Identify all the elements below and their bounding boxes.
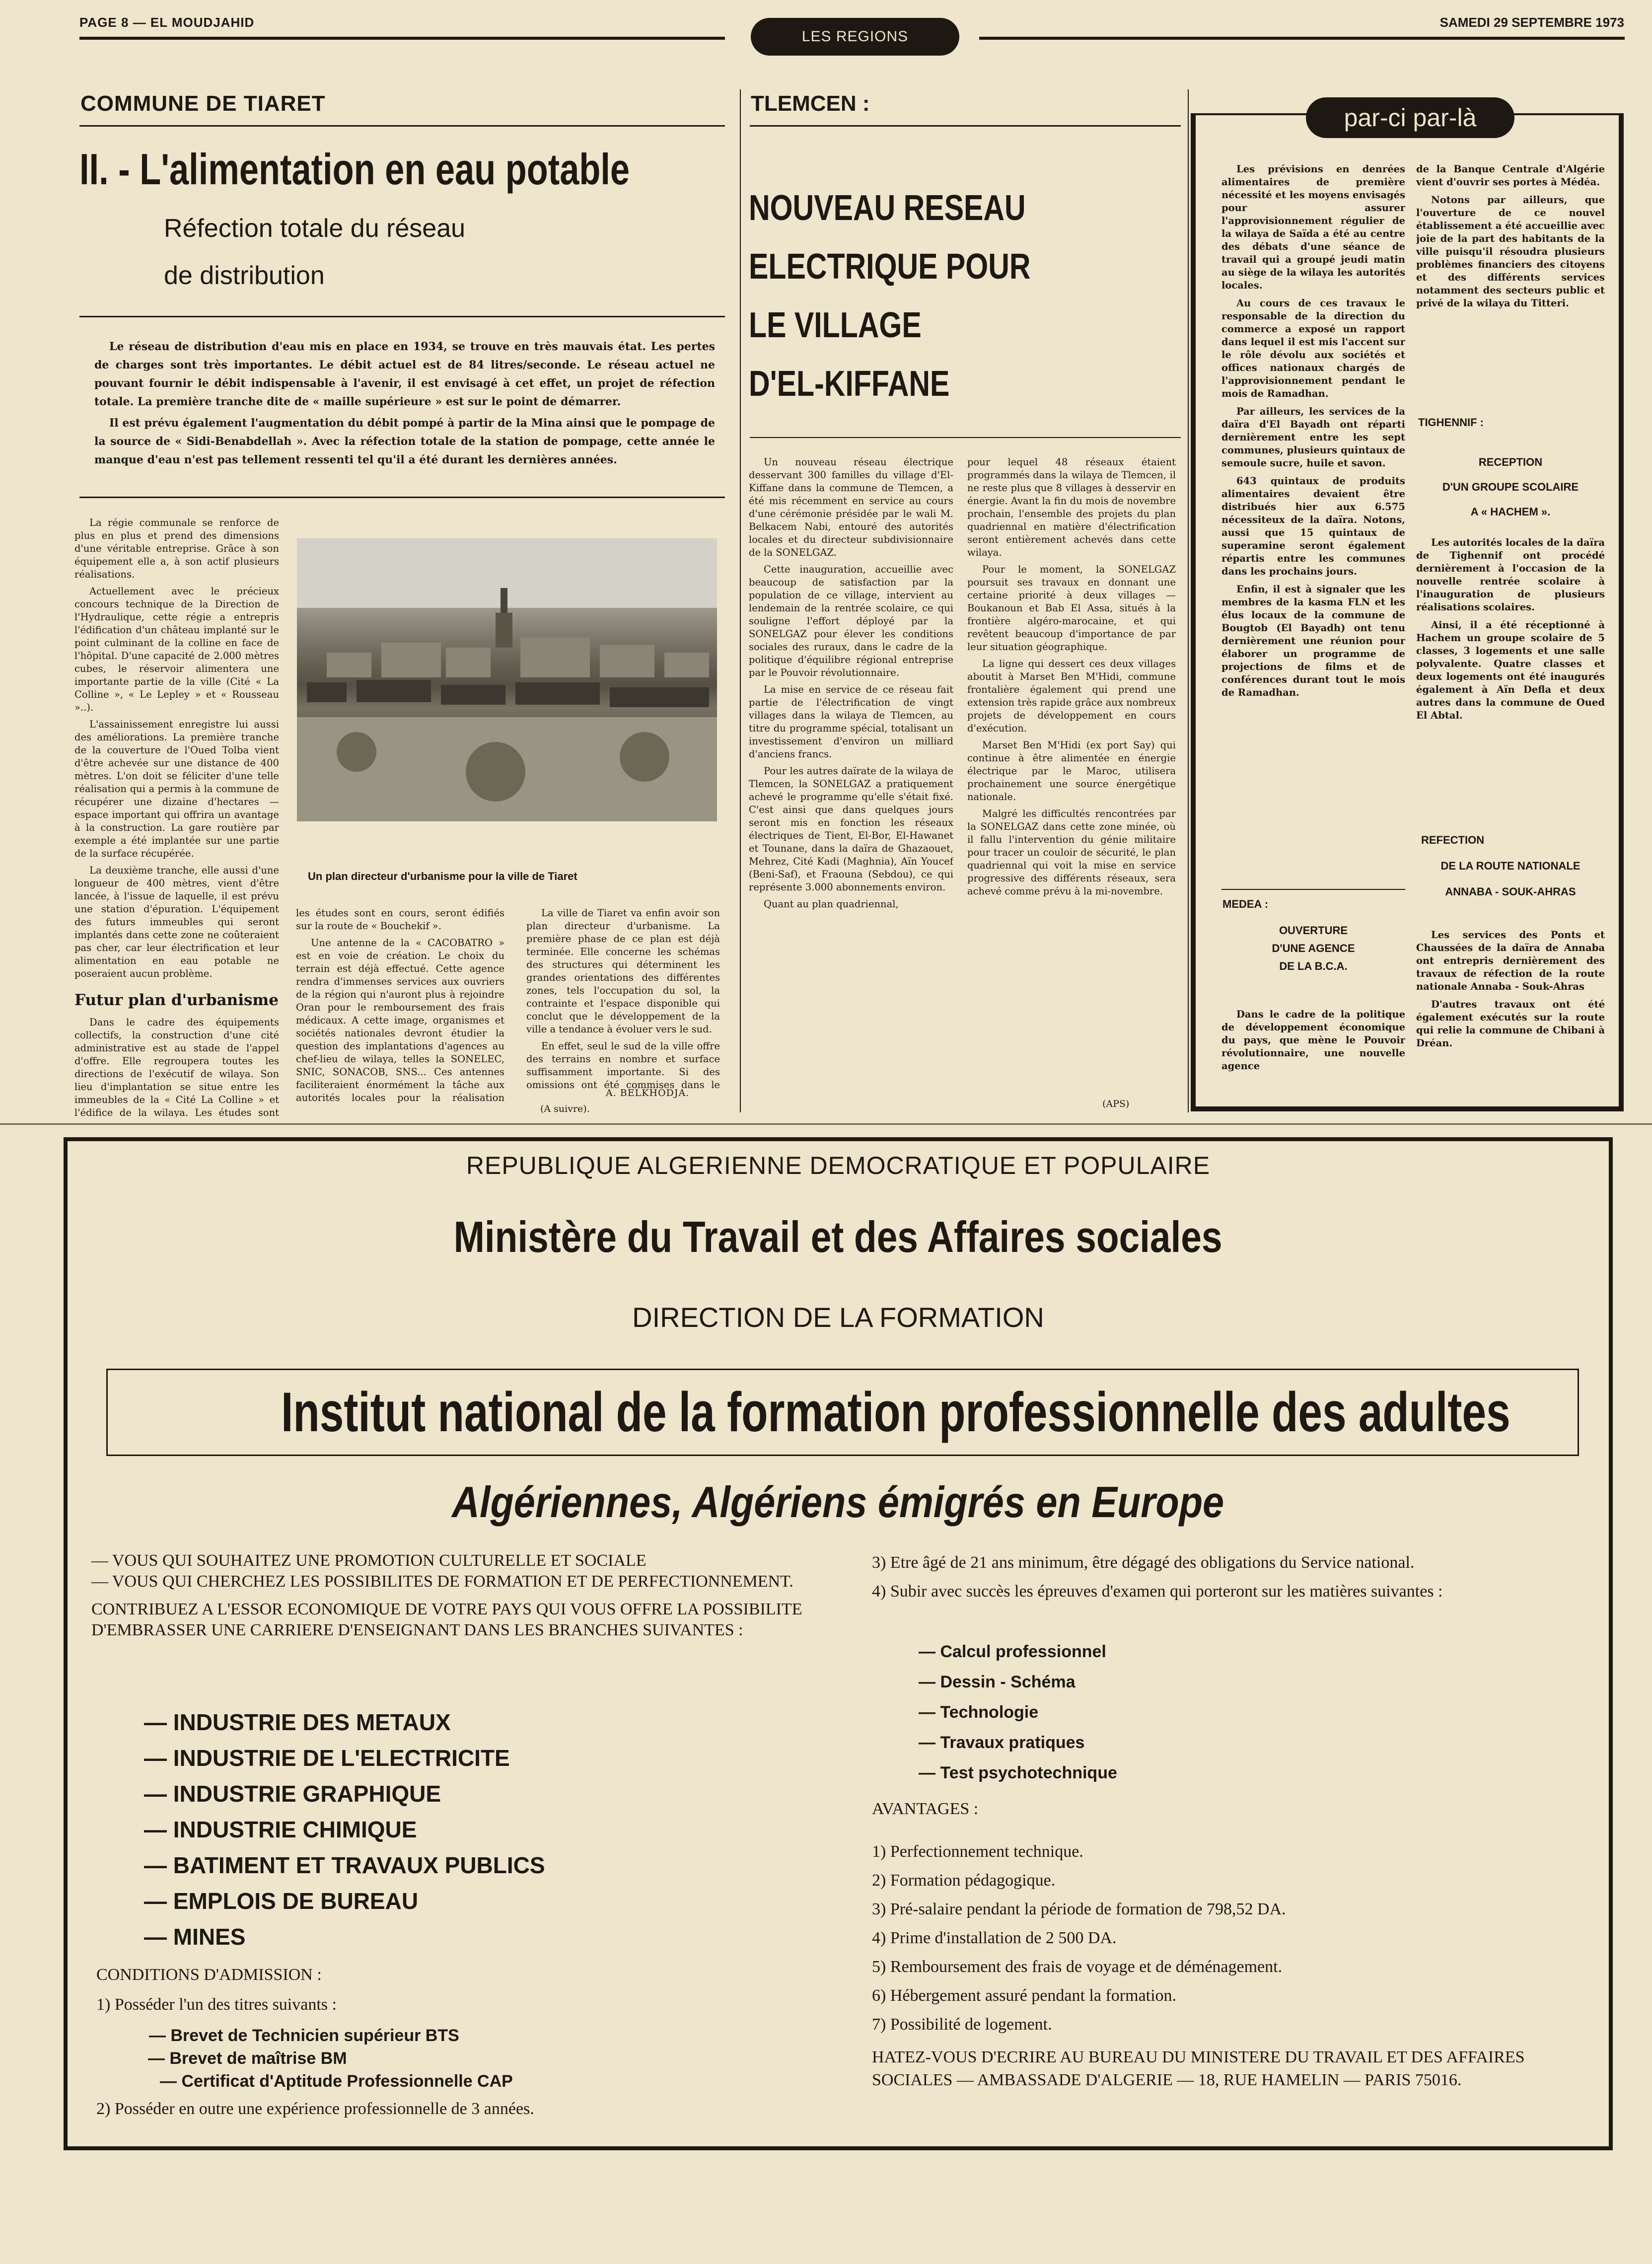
subject-item: — Travaux pratiques — [919, 1733, 1085, 1752]
tiaret-col-1: La régie communale se renforce de plus en plus et prend des dimensions d'une véritable entreprise. Grâce à son équipement elle a, à son actif plusieurs réalisations. Actuellement avec le précieux concours technique de la Direction de l'Hydraulique, cette régie a entrepris l'édification d'un château implanté sur le point culminant de la colline en face de l'hôpital. D'une capacité de 2.000 mètres cubes, le réservoir alimentera une importante partie de la ville (Cité « La Colline », « Le Lepley » et « Rousseau »..). L'assainissement enregistre lui aussi des améliorations. La première tranche de la couverture de l'Oued Tolba vient d'être achevée sur une distance de 400 mètres. L'on doit se féliciter d'une telle réalisation qui a permis à la commune de récupérer une dizaine d'hectares — espace important qui offrira un avantage à la construction. La gare routière par exemple a été implantée sur une partie de la surface récupérée. La deuxième tranche, elle aussi d'une longueur de 400 mètres, vient d'être lancée, à l'issue de laquelle, il est prévu une station d'épuration. L'équipement des futurs immeubles qui seront implantés dans cette zone ne coûteraient pas cher, car leur électrification et leur alimentation en eau potable ne poseraient aucun problème. Futur plan d'urbanisme Dans le cadre des équipements collectifs, la construction d'une cité administrative est au stade de l'appel d'offre. Elle regroupera toutes les directions de l'exécutif de wilaya. Son lieu d'implantation se situe entre les immeubles de la « Cité La Colline » et l'édifice de la wilaya. Les études sont — [74, 517, 279, 1117]
avantage-item: 1) Perfectionnement technique. — [872, 1842, 1083, 1861]
tiaret-subhead-2: de distribution — [164, 261, 325, 290]
ad-condition-3: 3) Etre âgé de 21 ans minimum, être dégagé des obligations du Service national. — [872, 1553, 1415, 1572]
branch-item: — INDUSTRIE CHIMIQUE — [144, 1817, 417, 1842]
route-headline: REFECTION DE LA ROUTE NATIONALE ANNABA - SOUK-AHRAS — [1421, 834, 1580, 898]
subject-item: — Dessin - Schéma — [919, 1673, 1076, 1691]
ad-branch-list — [144, 1704, 790, 1955]
ad-contact: HATEZ-VOUS D'ECRIRE AU BUREAU DU MINISTERE DU TRAVAIL ET DES AFFAIRES SOCIALES — AMBASSADE D'ALGERIE — 18, RUE HAMELIN — PARIS 75016. — [872, 2048, 1525, 2089]
ad-intro: — VOUS QUI SOUHAITEZ UNE PROMOTION CULTURELLE ET SOCIALE — VOUS QUI CHERCHEZ LES POSSIBILITES DE FORMATION ET DE PERFECTIONNEMENT. CONTRIBUEZ A L'ESSOR ECONOMIQUE DE VOTRE PAYS QUI VOUS OFFRE LA POSSIBILITE D'EMBRASSER UNE CARRIERE D'ENSEIGNANT DANS LES BRANCHES SUIVANTES : — [91, 1551, 802, 1639]
parcipar-col-1: Les prévisions en denrées alimentaires de première nécessité et les moyens envisagés pour assurer l'approvisionnement régulier de la wilaya de Saïda a été au centre des débats d'une séance de travail qui a groupé jeudi matin au siège de la wilaya les autorités locales. Au cours de ces travaux le responsable de la direction du commerce a exposé un rapport dans lequel il est mis l'accent sur le rôle dévolu aux sociétés et offices nationaux chargés de l'approvisionnement pendant le mois de Ramadhan. Par ailleurs, les services de la daïra d'El Bayadh ont réparti dernièrement entre les sept communes, plusieurs quintaux de semoule sucre, huile et savon. 643 quintaux de produits alimentaires devaient être distribués hier aux 6.575 nécessiteux de la daïra. Notons, aussi que 15 quintaux de superamine seront également répartis entre les communes dans les prochains jours. Enfin, il est à signaler que les membres de la kasma FLN et les élus locaux de la commune de Bougtob (El Bayadh) ont tenu dernièrement une réunion pour élaborer un programme de projections de films et de conférences durant tout le mois de Ramadhan. — [1221, 163, 1405, 698]
tiaret-city-photo — [297, 538, 717, 821]
ad-condition-1: 1) Posséder l'un des titres suivants : — [96, 1995, 337, 2014]
diploma-item: — Certificat d'Aptitude Professionnelle CAP — [160, 2072, 513, 2091]
medea-headline: OUVERTURE D'UNE AGENCE DE LA B.C.A. — [1272, 924, 1355, 972]
diploma-item: — Brevet de maîtrise BM — [148, 2049, 347, 2068]
avantage-item: 3) Pré-salaire pendant la période de formation de 798,52 DA. — [872, 1900, 1286, 1918]
medea-label: MEDEA : — [1222, 898, 1269, 910]
tiaret-kicker: COMMUNE DE TIARET — [80, 91, 326, 116]
avantage-item: 6) Hébergement assuré pendant la formation. — [872, 1986, 1177, 2005]
medea-text: Dans le cadre de la politique de développement économique du pays, que mène le Pouvoir révolutionnaire, une nouvelle agence — [1221, 1009, 1405, 1072]
tiaret-lead: Le réseau de distribution d'eau mis en place en 1934, se trouve en très mauvais état. Les pertes de charges sont très importantes. Le débit actuel est de 84 litres/seconde. Le réseau actuel ne pouvant fournir le débit indispensable à l'avenir, il est envisagé à cet effet, un projet de réfection totale. La première tranche dite de « maille supérieure » est sur le point de démarrer. Il est prévu également l'augmentation du débit pompé à partir de la Mina ainsi que le pompage de la source de « Sidi-Benabdellah ». Avec la réfection totale de la station de pompage, cette année le manque d'eau n'est pas tellement ressenti tel qu'il a été durant les dernières années. — [94, 340, 715, 466]
tlemcen-kicker-rule — [750, 125, 1181, 127]
page-fold-line — [0, 1123, 1652, 1125]
photo-caption: Un plan directeur d'urbanisme pour la ville de Tiaret — [308, 870, 577, 882]
ad-republic: REPUBLIQUE ALGERIENNE DEMOCRATIQUE ET POPULAIRE — [466, 1152, 1211, 1179]
ad-subject-list — [919, 1637, 1514, 1788]
issue-date: SAMEDI 29 SEPTEMBRE 1973 — [1439, 15, 1624, 30]
ad-condition-2: 2) Posséder en outre une expérience professionnelle de 3 années. — [96, 2100, 534, 2118]
avantage-item: 2) Formation pédagogique. — [872, 1871, 1056, 1890]
parcipar-medea-rule — [1221, 889, 1405, 890]
masthead-rule-right — [979, 37, 1625, 40]
tighennif-headline: RECEPTION D'UN GROUPE SCOLAIRE A « HACHEM ». — [1442, 456, 1579, 518]
tighennif-label: TIGHENNIF : — [1418, 416, 1484, 429]
tlemcen-source: (APS) — [1102, 1098, 1130, 1109]
tlemcen-col-1: Un nouveau réseau électrique desservant 300 familles du village d'El-Kiffane dans la commune de Tlemcen, a été mis récemment en service au cours d'une cérémonie présidée par le wali M. Belkacem Nabi, entouré des autorités locales et du directeur subdivisionnaire de la SONELGAZ. Cette inauguration, accueillie avec beaucoup de satisfaction par la population de ce village, intervient au lendemain de la rentrée scolaire, ce qui souligne l'effort déployé par la SONELGAZ pour élever les conditions sociales des ruraux, dans le cadre de la politique d'équilibre régional entreprise par le Pouvoir révolutionnaire. La mise en service de ce réseau fait partie de l'électrification de vingt villages dans la wilaya de Tlemcen, au titre du programme spécial, totalisant un investissement d'environ un milliard d'anciens francs. Pour les autres daïrate de la wilaya de Tlemcen, la SONELGAZ a pratiquement achevé le programme qu'elle s'était fixé. C'est ainsi que dans quelques jours seront mis en fonction les réseaux électriques de Tient, El-Bor, El-Hawanet et Tounane, dans la daïra de Ghazaouet, Mehrez, Cité Kadi (Maghnia), Aïn Youcef (Beni-Saf), et Fraouna (Sebdou), ce qui représente 3.000 abonnements environ. Quant au plan quadriennal, — [749, 456, 953, 910]
col-divider-tiaret — [740, 89, 741, 1112]
branch-item: — INDUSTRIE GRAPHIQUE — [144, 1781, 441, 1807]
tiaret-headline: II. - L'alimentation en eau potable — [79, 145, 630, 194]
subject-item: — Technologie — [919, 1703, 1039, 1722]
ad-avantages-list — [872, 1837, 1597, 2039]
tlemcen-col-2: pour lequel 48 réseaux étaient programmés dans la wilaya de Tlemcen, il ne reste plus que 8 villages à desservir en énergie. Avant la fin du mois de novembre prochain, l'ensemble des projets du plan quadriennal en matière d'électrification seront entièrement achevés dans cette wilaya. Pour le moment, la SONELGAZ poursuit ses travaux en donnant une certaine priorité à deux villages — Boukanoun et Bab El Assa, situés à la frontière algéro-marocaine, et qui revêtent beaucoup d'importance de par leur situation géographique. La ligne qui dessert ces deux villages aboutit à Marset Ben M'Hidi, commune frontalière également qui prend une extension très rapide grâce aux nombreux projets de développement en cours d'exécution. Marset Ben M'Hidi (ex port Say) qui continue à être alimentée en énergie électrique par le Maroc, utilisera prochainement une source énergétique nationale. Malgré les difficultés rencontrées par la SONELGAZ dans cette zone minée, où il fallu l'intervention du génie militaire pour tracer un couloir de sécurité, le plan quadriennal qui voit la mise en service progressive des différents réseaux, sera achevé comme prévu à la mi-novembre. — [967, 456, 1176, 897]
parcipar-col-2: de la Banque Centrale d'Algérie vient d'ouvrir ses portes à Médéa. Notons par ailleurs, que l'ouverture de ce nouvel établissement a été accueillie avec joie de la part des habitants de la ville puisqu'il résoudra plusieurs problèmes financiers des citoyens et des différents services notamment des secteurs public et privé de la wilaya du Titteri. — [1416, 163, 1605, 309]
tiaret-lead-rule — [79, 497, 725, 498]
ad-conditions-title: CONDITIONS D'ADMISSION : — [96, 1966, 322, 1984]
subject-item: — Calcul professionnel — [919, 1642, 1106, 1661]
tlemcen-head-rule — [750, 437, 1181, 438]
tiaret-kicker-rule — [79, 125, 725, 127]
ad-institute-name: Institut national de la formation professionnelle des adultes — [281, 1381, 1510, 1443]
ad-direction: DIRECTION DE LA FORMATION — [632, 1302, 1044, 1333]
suivre-note: (A suivre). — [540, 1103, 590, 1114]
tlemcen-headline: NOUVEAU RESEAU ELECTRIQUE POUR LE VILLAGE D'EL-KIFFANE — [749, 188, 1031, 404]
col-divider-tlemcen — [1188, 89, 1189, 1112]
ad-avantages-title: AVANTAGES : — [872, 1800, 979, 1818]
diploma-item: — Brevet de Technicien supérieur BTS — [149, 2026, 459, 2045]
ad-audience: Algériennes, Algériens émigrés en Europe — [452, 1477, 1224, 1527]
tiaret-head-rule — [79, 316, 725, 317]
branch-item: — INDUSTRIE DE L'ELECTRICITE — [144, 1745, 510, 1771]
tlemcen-kicker: TLEMCEN : — [751, 91, 870, 116]
subhead-urbanisme: Futur plan d'urbanisme — [74, 991, 279, 1009]
tiaret-col-2: les études sont en cours, seront édifiés sur la route de « Bouchekif ». Une antenne de la « CACOBATRO » est en voie de création. Le choix du terrain est déjà effectué. Cette agence rendra d'immenses services aux ouvriers de la région qui n'auront plus à rejoindre Oran pour le remboursement des frais médicaux. A cette image, organismes et sociétés nationales devront étudier la question des implantations d'agences au chef-lieu de wilaya, telles la SONELEC, SNIC, SONACOB, SNS... Ces antennes faciliteraient énormément la tâche aux autorités locales pour la réalisation — [296, 907, 504, 1103]
branch-item: — EMPLOIS DE BUREAU — [144, 1888, 419, 1914]
avantage-item: 5) Remboursement des frais de voyage et de déménagement. — [872, 1958, 1283, 1976]
route-text: Les services des Ponts et Chaussées de la daïra de Annaba ont entrepris dernièrement des travaux de réfection de la route nationale Annaba - Souk-Ahras D'autres travaux ont été également exécutés sur la route qui relie la commune de Chibani à Dréan. — [1416, 929, 1605, 1049]
masthead-rule-left — [79, 37, 725, 40]
ad-institute-box — [106, 1369, 1579, 1456]
subject-item: — Test psychotechnique — [919, 1763, 1117, 1782]
branch-item: — INDUSTRIE DES METAUX — [144, 1709, 451, 1735]
section-badge: LES REGIONS — [751, 18, 959, 56]
branch-item: — MINES — [144, 1924, 246, 1950]
byline: A. BELKHODJA. — [606, 1088, 690, 1098]
tiaret-panorama-illustration — [297, 538, 717, 821]
avantage-item: 4) Prime d'installation de 2 500 DA. — [872, 1929, 1117, 1947]
ad-condition-4: 4) Subir avec succès les épreuves d'examen qui porteront sur les matières suivantes : — [872, 1582, 1443, 1601]
avantage-item: 7) Possibilité de logement. — [872, 2015, 1052, 2034]
ad-diploma-list — [149, 2024, 794, 2093]
tighennif-text: Les autorités locales de la daïra de Tighennif ont procédé dernièrement à l'occasion de la nouvelle rentrée scolaire à l'inauguration de plusieurs réalisations scolaires. Ainsi, il a été réceptionné à Hachem un groupe scolaire de 5 classes, 3 logements et une salle polyvalente. Quatre classes et deux logements ont été inaugurés également à Aïn Defla et deux autres dans la commune de Oued El Abtal. — [1416, 537, 1605, 721]
tiaret-subhead-1: Réfection totale du réseau — [164, 214, 466, 243]
tiaret-col-3: La ville de Tiaret va enfin avoir son plan directeur d'urbanisme. La première phase de ce plan est déjà terminée. Elle concerne les schémas des structures qui déterminent les grandes orientations des différentes zones, tels l'occupation du sol, la contrainte et l'espace disponible qui conclut que le développement de la ville a tendance à évoluer vers le sud. En effet, seul le sud de la ville offre des terrains en nombre et surface suffisamment importante. Si des omissions ont été commises dans le — [526, 907, 720, 1091]
page-folio: PAGE 8 — EL MOUDJAHID — [79, 15, 255, 30]
branch-item: — BATIMENT ET TRAVAUX PUBLICS — [144, 1852, 545, 1878]
parcipar-title-badge: par-ci par-là — [1306, 97, 1514, 138]
ad-ministry: Ministère du Travail et des Affaires sociales — [454, 1212, 1222, 1261]
